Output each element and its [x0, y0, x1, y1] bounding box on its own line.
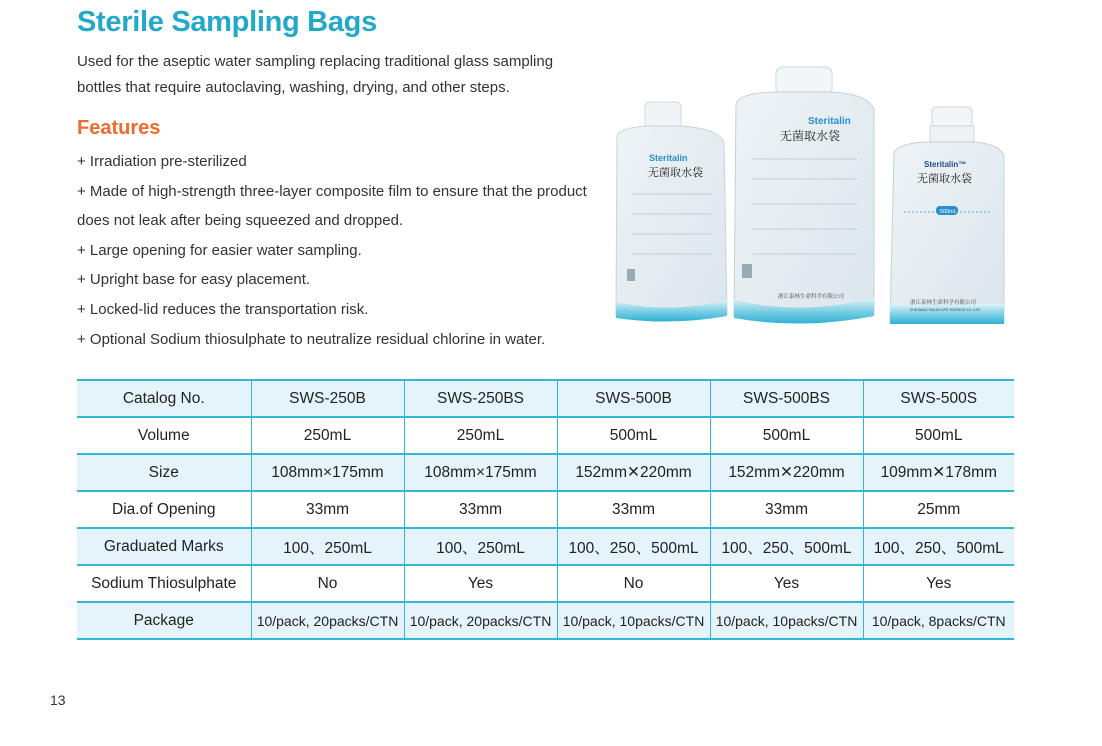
- table-cell: 10/pack, 10packs/CTN: [557, 602, 710, 639]
- table-cell: Yes: [710, 565, 863, 602]
- row-label: Size: [77, 454, 251, 491]
- table-cell: 100、250、500mL: [863, 528, 1014, 565]
- feature-item: + Irradiation pre-sterilized: [77, 153, 247, 170]
- bag-brand: Steritalin: [808, 116, 851, 127]
- table-cell: SWS-500S: [863, 380, 1014, 417]
- table-cell: 108mm×175mm: [251, 454, 404, 491]
- product-photo: [612, 64, 1012, 334]
- table-cell: 100、250、500mL: [710, 528, 863, 565]
- table-cell: 100、250mL: [404, 528, 557, 565]
- bag-250-front: [616, 102, 727, 322]
- row-label: Volume: [77, 417, 251, 454]
- table-cell: 10/pack, 20packs/CTN: [404, 602, 557, 639]
- table-cell: 33mm: [710, 491, 863, 528]
- table-row-catalog: [77, 380, 1014, 417]
- feature-item: + Upright base for easy placement.: [77, 271, 311, 289]
- table-cell: Yes: [863, 565, 1014, 602]
- table-cell: 10/pack, 8packs/CTN: [863, 602, 1014, 639]
- table-cell: 500mL: [863, 417, 1014, 454]
- table-row-marks: [77, 528, 1014, 565]
- table-cell: 100、250mL: [251, 528, 404, 565]
- table-cell: 152mm✕220mm: [710, 454, 863, 491]
- table-cell: 10/pack, 10packs/CTN: [710, 602, 863, 639]
- table-cell: 33mm: [251, 491, 404, 528]
- table-row-size: [77, 454, 1014, 491]
- table-cell: SWS-250BS: [404, 380, 557, 417]
- table-cell: SWS-250B: [251, 380, 404, 417]
- row-label: Sodium Thiosulphate: [77, 565, 251, 602]
- table-row-opening: [77, 491, 1014, 528]
- bag-brand: Steritalin: [649, 153, 688, 163]
- bag-chinese-name: 无菌取水袋: [780, 129, 841, 143]
- specification-table: [77, 379, 1014, 640]
- page-number: 13: [50, 692, 66, 708]
- feature-item: + Large opening for easier water sampling.: [77, 241, 362, 259]
- table-cell: 25mm: [863, 491, 1014, 528]
- bag-chinese-name: 无菌取水袋: [648, 166, 703, 179]
- table-cell: 10/pack, 20packs/CTN: [251, 602, 404, 639]
- bag-500-front: [734, 67, 874, 324]
- feature-item: + Locked-lid reduces the transportation risk.: [77, 300, 369, 318]
- table-cell: Yes: [404, 565, 557, 602]
- table-cell: 100、250、500mL: [557, 528, 710, 565]
- table-cell: 108mm×175mm: [404, 454, 557, 491]
- table-cell: No: [251, 565, 404, 602]
- bag-volume-tag: 500mL: [940, 209, 957, 215]
- table-cell: 109mm✕178mm: [863, 454, 1014, 491]
- table-cell: 33mm: [557, 491, 710, 528]
- row-label: Dia.of Opening: [77, 491, 251, 528]
- feature-item: + Optional Sodium thiosulphate to neutralize residual chlorine in water.: [77, 330, 546, 348]
- table-cell: 500mL: [710, 417, 863, 454]
- table-row-volume: [77, 417, 1014, 454]
- table-cell: SWS-500BS: [710, 380, 863, 417]
- row-label: Graduated Marks: [77, 528, 251, 565]
- table-cell: No: [557, 565, 710, 602]
- table-cell: 500mL: [557, 417, 710, 454]
- table-cell: 152mm✕220mm: [557, 454, 710, 491]
- table-cell: 33mm: [404, 491, 557, 528]
- product-description: Used for the aseptic water sampling replacing traditional glass sampling bottles that require autoclaving, washing, drying, and other steps.: [77, 53, 554, 96]
- table-cell: 250mL: [404, 417, 557, 454]
- table-cell: 250mL: [251, 417, 404, 454]
- feature-item: + Made of high-strength three-layer composite film to ensure that the product does not leak after being squeezed and dropped.: [77, 182, 587, 230]
- table-row-package: [77, 602, 1014, 639]
- bag-500-spout: [890, 107, 1004, 324]
- row-label: Package: [77, 602, 251, 639]
- table-row-thiosulphate: [77, 565, 1014, 602]
- bag-brand: Steritalin™: [924, 160, 967, 169]
- bag-maker-cn: 浙江泰林生命科学有限公司: [778, 294, 845, 300]
- features-heading: Features: [77, 117, 161, 139]
- table-cell: SWS-500B: [557, 380, 710, 417]
- bag-maker-en: ZHEJIANG TAILIN LIFE SCIENCE CO.,LTD: [910, 308, 981, 312]
- page-title: Sterile Sampling Bags: [77, 6, 377, 38]
- bag-maker-cn: 浙江泰林生命科学有限公司: [910, 300, 977, 306]
- bag-chinese-name: 无菌取水袋: [917, 172, 972, 185]
- features-list: [77, 147, 617, 354]
- row-label: Catalog No.: [77, 380, 251, 417]
